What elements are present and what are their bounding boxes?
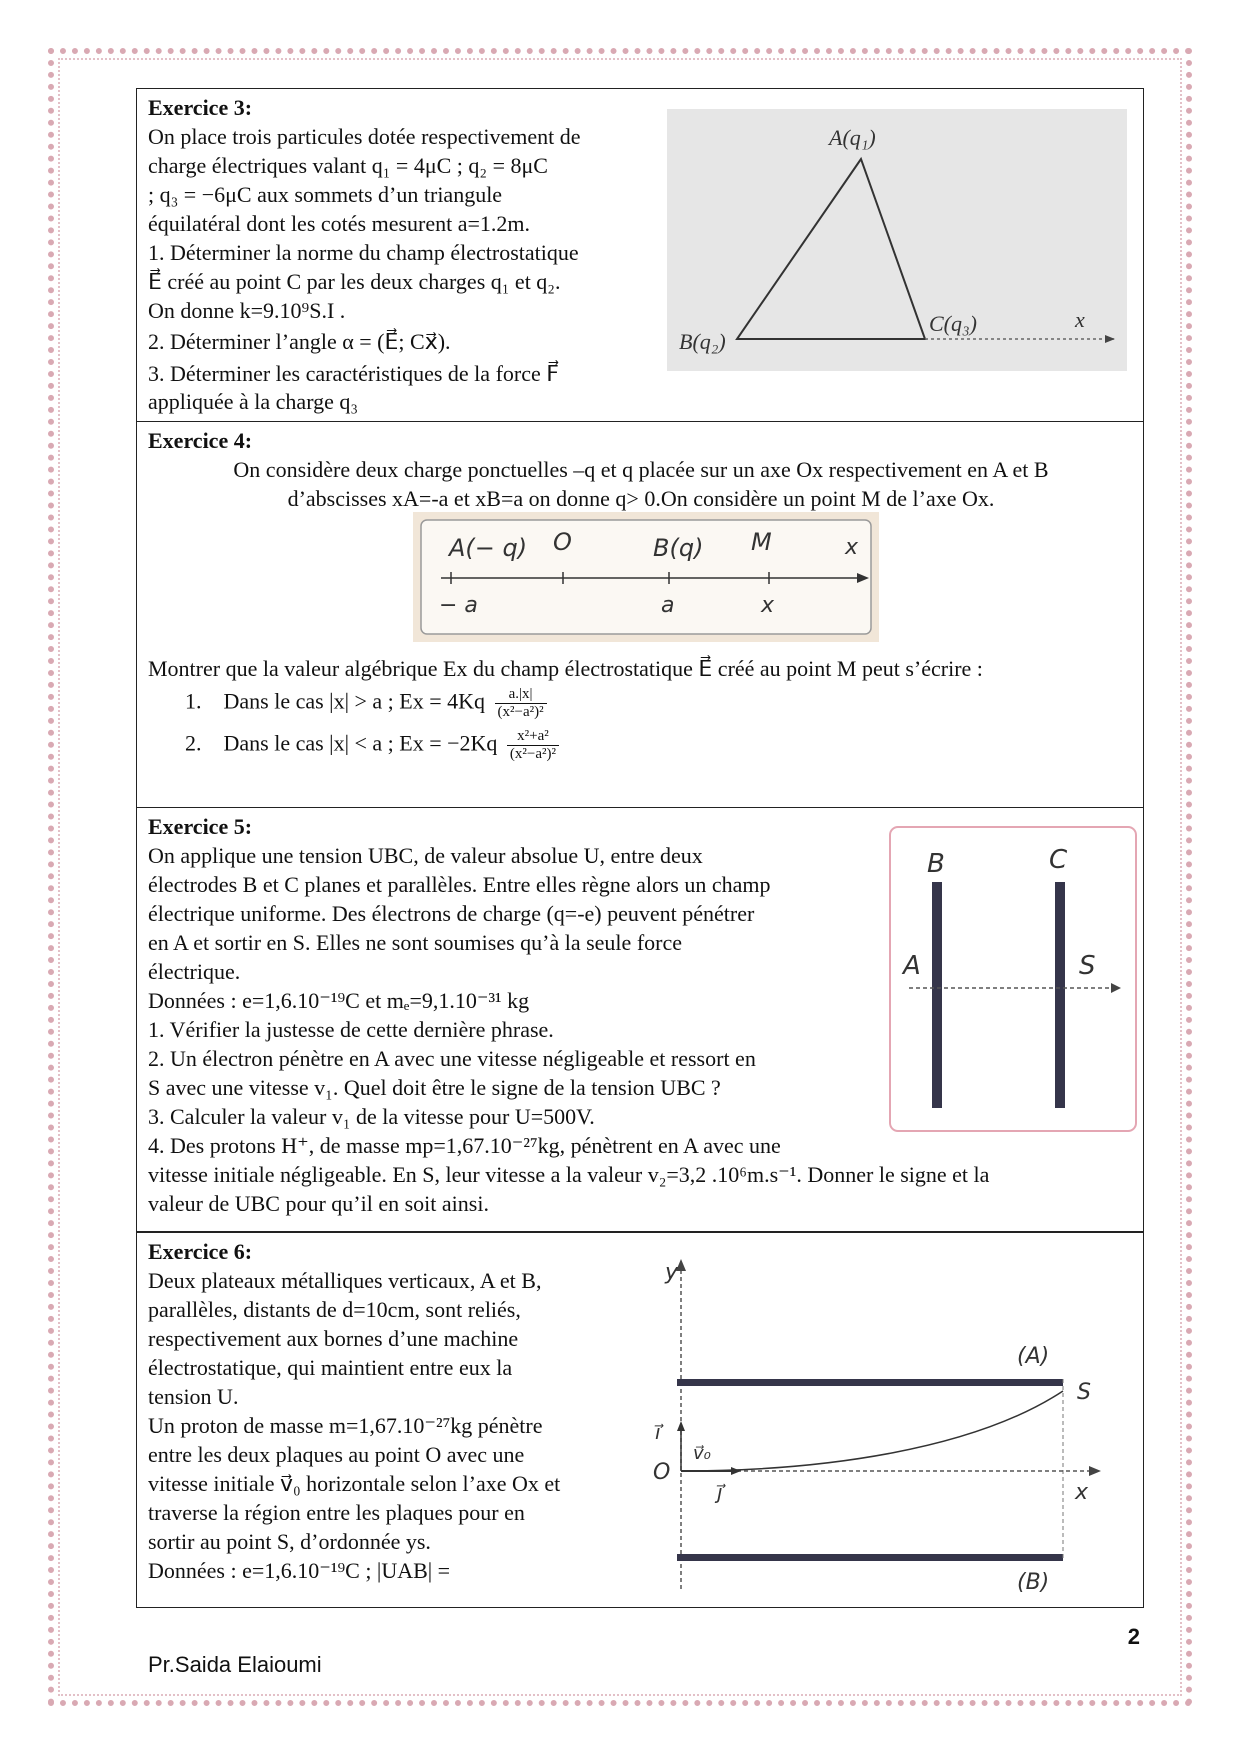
exercise-3-line: ; q₃ = −6μC aux sommets d’un triangule xyxy=(148,182,503,207)
label-C: C xyxy=(1049,845,1068,875)
exercise-5-box xyxy=(136,808,1144,1232)
exercise-6-line: tension U. xyxy=(148,1384,239,1409)
case-number: 2. xyxy=(185,730,202,756)
exercise-4-intro: d’abscisses xA=-a et xB=a on donne q> 0.On considère un point M de l’axe Ox. xyxy=(287,486,995,511)
exercise-4-question: Montrer que la valeur algébrique Ex du champ électrostatique E⃗ créé au point M peut s’écrire : xyxy=(148,656,983,681)
label-S: S xyxy=(1079,951,1096,981)
exercise-3-line: On place trois particules dotée respectivement de xyxy=(148,124,581,149)
exercise-3-box xyxy=(136,88,1144,422)
exercise-5-title: Exercice 5: xyxy=(148,814,253,839)
exercise-6-line: Données : e=1,6.10⁻¹⁹C ; |UAB| = xyxy=(148,1558,451,1583)
numerator: a.|x| xyxy=(495,686,547,704)
plates-figure xyxy=(645,1249,1121,1595)
label-A: A xyxy=(903,951,921,981)
tick-minus-a: − a xyxy=(439,593,478,618)
exercise-5-line: 1. Vérifier la justesse de cette dernière phrase. xyxy=(148,1017,554,1042)
exercise-6-line: parallèles, distants de d=10cm, sont reliés, xyxy=(148,1297,521,1322)
exercise-4-case-2 xyxy=(185,728,559,763)
case-text: Dans le cas |x| < a ; Ex = −2Kq xyxy=(223,730,498,756)
exercise-6-line: électrostatique, qui maintient entre eux la xyxy=(148,1355,513,1380)
label-A: A(− q) xyxy=(449,534,528,562)
exercise-6-line: vitesse initiale v⃗₀ horizontale selon l’axe Ox et xyxy=(148,1471,561,1496)
label-j: j⃗ xyxy=(717,1480,723,1504)
exercise-6-line: respectivement aux bornes d’une machine xyxy=(148,1326,519,1351)
exercise-6-title: Exercice 6: xyxy=(148,1239,253,1264)
exercise-3-line: charge électriques valant q₁ = 4μC ; q₂ = 8μC xyxy=(148,153,548,178)
exercise-5-line: vitesse initiale négligeable. En S, leur vitesse a la valeur v₂=3,2 .10⁶m.s⁻¹. Donner le signe et la xyxy=(148,1162,990,1187)
exercise-5-line: 2. Un électron pénètre en A avec une vitesse négligeable et ressort en xyxy=(148,1046,756,1071)
tick-x: x xyxy=(761,593,775,618)
label-x: x xyxy=(845,535,859,560)
exercise-3-line: 3. Déterminer les caractéristiques de la force F⃗ xyxy=(148,361,559,386)
exercise-5-line: On applique une tension UBC, de valeur absolue U, entre deux xyxy=(148,843,703,868)
exercise-6-line: sortir au point S, d’ordonnée ys. xyxy=(148,1529,431,1554)
exercise-4-case-1 xyxy=(185,686,547,721)
exercise-6-line: Deux plateaux métalliques verticaux, A et B, xyxy=(148,1268,542,1293)
exercise-5-line: S avec une vitesse v₁. Quel doit être le signe de la tension UBC ? xyxy=(148,1075,721,1100)
exercise-3-line: 2. Déterminer l’angle α = (E⃗; Cx⃗). xyxy=(148,329,451,354)
denominator: (x²−a²)² xyxy=(509,746,557,762)
exercise-5-line: Données : e=1,6.10⁻¹⁹C et mₑ=9,1.10⁻³¹ kg xyxy=(148,988,530,1013)
exercise-5-line: 4. Des protons H⁺, de masse mp=1,67.10⁻²⁷kg, pénètrent en A avec une xyxy=(148,1133,781,1158)
case-number: 1. xyxy=(185,688,202,714)
label-A: A(q₁) xyxy=(829,125,876,150)
exercise-5-line: électrodes B et C planes et parallèles. Entre elles règne alors un champ xyxy=(148,872,771,897)
fraction xyxy=(507,728,559,763)
exercise-5-line: 3. Calculer la valeur v₁ de la vitesse pour U=500V. xyxy=(148,1104,595,1129)
triangle-figure xyxy=(667,109,1127,371)
exercise-3-line: appliquée à la charge q₃ xyxy=(148,389,359,414)
label-O: O xyxy=(653,1460,671,1485)
exercise-4-box xyxy=(136,422,1144,808)
label-plate-A: (A) xyxy=(1017,1344,1050,1369)
electrodes-figure xyxy=(889,826,1137,1132)
numerator: x²+a² xyxy=(507,728,559,746)
label-x: x xyxy=(1075,307,1085,332)
denominator: (x²−a²)² xyxy=(497,704,544,720)
exercise-6-line: traverse la région entre les plaques pour en xyxy=(148,1500,525,1525)
exercise-6-box xyxy=(136,1232,1144,1608)
label-B: B xyxy=(927,849,945,879)
exercise-5-line: en A et sortir en S. Elles ne sont soumises qu’à la seule force xyxy=(148,930,682,955)
page-number: 2 xyxy=(1127,1624,1140,1649)
axis-figure xyxy=(413,512,879,642)
exercise-6-line: Un proton de masse m=1,67.10⁻²⁷kg pénètre xyxy=(148,1413,543,1438)
label-plate-B: (B) xyxy=(1017,1570,1050,1595)
fraction xyxy=(495,686,547,721)
exercise-3-line: E⃗ créé au point C par les deux charges q₁ et q₂. xyxy=(148,269,561,294)
exercise-5-line: valeur de UBC pour qu’il en soit ainsi. xyxy=(148,1191,489,1216)
exercise-4-title: Exercice 4: xyxy=(148,428,253,453)
label-y: y xyxy=(665,1260,679,1285)
label-M: M xyxy=(751,528,772,556)
label-i: i⃗ xyxy=(655,1420,661,1444)
exercise-3-line: équilatéral dont les cotés mesurent a=1.2m. xyxy=(148,211,531,236)
exercise-6-line: entre les deux plaques au point O avec une xyxy=(148,1442,525,1467)
label-C: C(q₃) xyxy=(929,311,977,336)
label-S: S xyxy=(1077,1380,1091,1405)
exercise-5-line: électrique. xyxy=(148,959,241,984)
label-x: x xyxy=(1075,1480,1089,1505)
label-v0: v⃗₀ xyxy=(693,1443,711,1464)
exercise-3-title: Exercice 3: xyxy=(148,95,253,120)
label-B: B(q) xyxy=(653,534,704,562)
author-name: Pr.Saida Elaioumi xyxy=(148,1652,322,1677)
label-O: O xyxy=(553,528,572,556)
exercise-3-line: On donne k=9.10⁹S.I . xyxy=(148,298,346,323)
label-B: B(q₂) xyxy=(679,329,726,354)
tick-a: a xyxy=(661,593,675,618)
exercise-4-intro: On considère deux charge ponctuelles –q et q placée sur un axe Ox respectivement en A et B xyxy=(233,457,1049,482)
exercise-3-line: 1. Déterminer la norme du champ électrostatique xyxy=(148,240,579,265)
exercise-5-line: électrique uniforme. Des électrons de charge (q=-e) peuvent pénétrer xyxy=(148,901,755,926)
case-text: Dans le cas |x| > a ; Ex = 4Kq xyxy=(223,688,486,714)
